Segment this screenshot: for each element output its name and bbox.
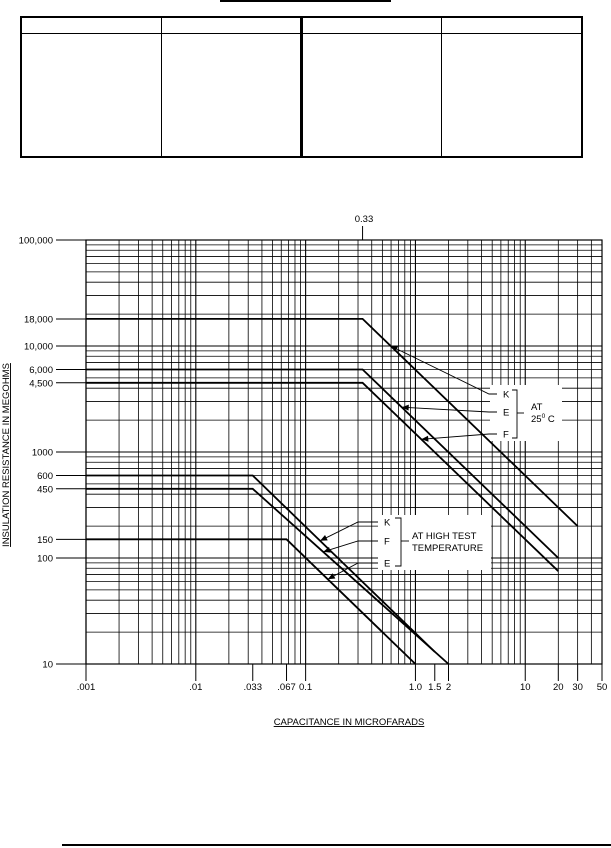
annotation-high-1: AT HIGH TEST — [412, 531, 477, 542]
x-tick-label: 30 — [572, 682, 583, 693]
y-tick-label: 450 — [37, 484, 53, 496]
y-tick-label: 4,500 — [29, 378, 53, 390]
x-tick-label: .067 — [277, 682, 296, 693]
x-tick-label: 10 — [519, 682, 531, 693]
y-tick-label: 100 — [37, 553, 53, 565]
x-tick-label: 0.1 — [299, 682, 313, 693]
curve-label-K: K — [384, 517, 391, 529]
y-tick-label: 1000 — [31, 447, 53, 459]
leader-line — [402, 407, 497, 412]
leader-line — [323, 541, 378, 552]
y-axis — [19, 236, 86, 671]
x-tick-label: .01 — [189, 682, 203, 693]
leader-line — [320, 522, 378, 541]
x-tick-label: .033 — [243, 682, 262, 693]
top-marker-label: 0.33 — [354, 214, 374, 225]
leader-line — [391, 346, 497, 394]
x-axis-title: CAPACITANCE IN MICROFARADS — [273, 717, 425, 728]
x-axis — [77, 226, 608, 693]
chart-series — [86, 319, 578, 664]
bottom-rule — [62, 844, 611, 846]
annotation-high-2: TEMPERATURE — [412, 543, 484, 554]
x-tick-label: 50 — [596, 682, 608, 693]
x-tick-label: 1.0 — [408, 682, 423, 693]
y-tick-label: 100,000 — [18, 235, 53, 247]
y-tick-label: 10 — [42, 659, 53, 671]
x-tick-label: 2 — [445, 682, 452, 693]
y-tick-label: 600 — [37, 471, 53, 483]
y-tick-label: 10,000 — [23, 341, 53, 353]
curve-label-F: F — [384, 536, 390, 548]
curve-label-K: K — [503, 389, 510, 401]
leader-line — [328, 563, 378, 579]
x-tick-label: 1.5 — [428, 682, 442, 693]
y-tick-label: 150 — [37, 534, 53, 546]
chart-grid — [86, 240, 602, 664]
x-tick-label: 20 — [553, 682, 564, 693]
x-tick-label: .001 — [76, 682, 96, 693]
y-tick-label: 18,000 — [23, 314, 53, 326]
curve-label-E: E — [384, 558, 391, 570]
annotation-at: AT — [531, 402, 543, 413]
y-tick-label: 6,000 — [29, 365, 53, 377]
curve-label-F: F — [503, 429, 509, 441]
annotation-backdrop — [490, 385, 562, 441]
curve-label-E: E — [503, 407, 510, 419]
annotation-temp: $25^0$ C — [531, 413, 555, 425]
y-axis-title: INSULATION RESISTANCE IN MEGOHMS — [1, 363, 12, 547]
